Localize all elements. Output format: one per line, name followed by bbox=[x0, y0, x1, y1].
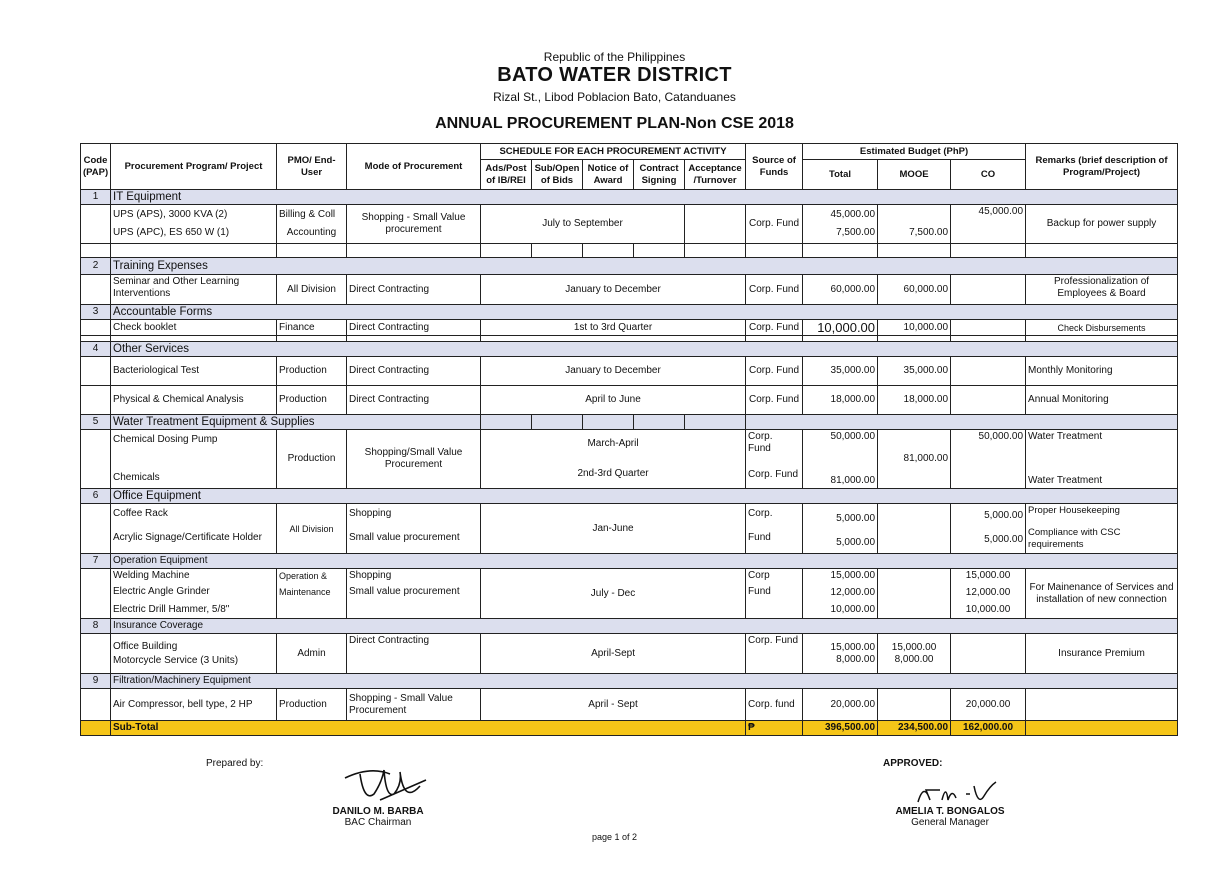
source-cell: Corp. Fund bbox=[746, 275, 803, 305]
section-code: 2 bbox=[81, 258, 111, 275]
mode-cell: Direct Contracting bbox=[347, 386, 481, 415]
pmo-cell: Production bbox=[277, 689, 347, 721]
remarks-cell: Backup for power supply bbox=[1026, 205, 1178, 244]
item-cell: Air Compressor, bell type, 2 HP bbox=[111, 689, 277, 721]
schedule-cell: March-April 2nd-3rd Quarter bbox=[481, 430, 746, 489]
remarks-cell: Proper Housekeeping Compliance with CSC requirements bbox=[1026, 504, 1178, 554]
section-title: Operation Equipment bbox=[111, 554, 1178, 569]
subtotal-label: Sub-Total bbox=[111, 721, 746, 736]
mooe-cell: 81,000.00 bbox=[878, 430, 951, 489]
co-cell: 20,000.00 bbox=[951, 689, 1026, 721]
pmo-cell: All Division bbox=[277, 504, 347, 554]
pmo-cell: Production bbox=[277, 357, 347, 386]
item-cell: Physical & Chemical Analysis bbox=[111, 386, 277, 415]
subtotal-row bbox=[81, 721, 1178, 736]
total-cell: 18,000.00 bbox=[803, 386, 878, 415]
col-mooe: MOOE bbox=[878, 160, 951, 190]
remarks-cell: Monthly Monitoring bbox=[1026, 357, 1178, 386]
mooe-cell: 15,000.00 8,000.00 bbox=[878, 634, 951, 674]
schedule-cell: Jan-June bbox=[481, 504, 746, 554]
total-cell: 10,000.00 bbox=[803, 320, 878, 336]
subtotal-total: 396,500.00 bbox=[803, 721, 878, 736]
mode-cell: Direct Contracting bbox=[347, 634, 481, 674]
remarks-cell: Insurance Premium bbox=[1026, 634, 1178, 674]
preparer-block bbox=[318, 806, 438, 828]
remarks-cell: Check Disbursements bbox=[1026, 320, 1178, 336]
col-ads: Ads/Post of IB/REI bbox=[481, 160, 532, 190]
total-cell: 15,000.00 12,000.00 10,000.00 bbox=[803, 569, 878, 619]
source-cell: Corp. fund bbox=[746, 689, 803, 721]
section-title: Filtration/Machinery Equipment bbox=[111, 674, 1178, 689]
total-cell: 35,000.00 bbox=[803, 357, 878, 386]
section-title: Insurance Coverage bbox=[111, 619, 1178, 634]
republic-line: Republic of the Philippines bbox=[543, 50, 686, 64]
approved-label: APPROVED: bbox=[883, 758, 943, 769]
source-cell: Corp. Fund Corp. Fund bbox=[746, 430, 803, 489]
pmo-cell: Production bbox=[277, 430, 347, 489]
co-cell: 50,000.00 bbox=[951, 430, 1026, 489]
col-code: Code (PAP) bbox=[81, 144, 111, 190]
schedule-cell: April to June bbox=[481, 386, 746, 415]
col-budget: Estimated Budget (PhP) bbox=[803, 144, 1026, 160]
source-cell: Corp Fund bbox=[746, 569, 803, 619]
source-cell: Corp. Fund bbox=[746, 320, 803, 336]
mode-cell: Direct Contracting bbox=[347, 357, 481, 386]
mooe-cell: 35,000.00 bbox=[878, 357, 951, 386]
remarks-cell: Professionalization of Employees & Board bbox=[1026, 275, 1178, 305]
approver-block bbox=[880, 806, 1020, 828]
page-number: page 1 of 2 bbox=[591, 832, 638, 842]
total-cell: 50,000.00 81,000.00 bbox=[803, 430, 878, 489]
source-cell: Corp. Fund bbox=[746, 504, 803, 554]
pmo-cell: Operation & Maintenance bbox=[277, 569, 347, 619]
pmo-cell: Billing & Coll Accounting bbox=[277, 205, 347, 244]
subtotal-co: 162,000.00 bbox=[951, 721, 1026, 736]
section-title: Accountable Forms bbox=[111, 305, 1178, 320]
item-cell: Coffee Rack Acrylic Signage/Certificate Holder bbox=[111, 504, 277, 554]
mode-cell: Shopping - Small Value Procurement bbox=[347, 689, 481, 721]
item-cell: Bacteriological Test bbox=[111, 357, 277, 386]
col-source: Source of Funds bbox=[746, 144, 803, 190]
preparer-title: BAC Chairman bbox=[344, 817, 412, 828]
col-notice: Notice of Award bbox=[583, 160, 634, 190]
mode-cell: Direct Contracting bbox=[347, 275, 481, 305]
org-name: BATO WATER DISTRICT bbox=[497, 64, 732, 86]
preparer-name: DANILO M. BARBA bbox=[332, 806, 424, 817]
section-title: IT Equipment bbox=[111, 190, 1178, 205]
remarks-cell: For Mainenance of Services and installation of new connection bbox=[1026, 569, 1178, 619]
schedule-cell: July to September bbox=[481, 205, 685, 244]
total-cell: 45,000.00 7,500.00 bbox=[803, 205, 878, 244]
pmo-cell: Finance bbox=[277, 320, 347, 336]
col-sub: Sub/Open of Bids bbox=[532, 160, 583, 190]
source-cell: Corp. Fund bbox=[746, 357, 803, 386]
section-title: Office Equipment bbox=[111, 489, 1178, 504]
col-acceptance: Acceptance /Turnover bbox=[685, 160, 746, 190]
col-total: Total bbox=[803, 160, 878, 190]
source-cell: Corp. Fund bbox=[746, 634, 803, 674]
mooe-cell: 7,500.00 bbox=[878, 205, 951, 244]
mode-cell: Shopping - Small Value procurement bbox=[347, 205, 481, 244]
co-cell: 15,000.00 12,000.00 10,000.00 bbox=[951, 569, 1026, 619]
section-code: 8 bbox=[81, 619, 111, 634]
procurement-plan-table bbox=[80, 143, 1178, 736]
section-code: 3 bbox=[81, 305, 111, 320]
preparer-signature bbox=[340, 764, 430, 808]
mode-cell: Direct Contracting bbox=[347, 320, 481, 336]
col-mode: Mode of Procurement bbox=[347, 144, 481, 190]
col-contract: Contract Signing bbox=[634, 160, 685, 190]
total-cell: 20,000.00 bbox=[803, 689, 878, 721]
section-title: Training Expenses bbox=[111, 258, 1178, 275]
section-code: 5 bbox=[81, 415, 111, 430]
total-cell: 5,000.00 5,000.00 bbox=[803, 504, 878, 554]
schedule-cell: July - Dec bbox=[481, 569, 746, 619]
source-cell: Corp. Fund bbox=[746, 205, 803, 244]
item-cell: Seminar and Other Learning Interventions bbox=[111, 275, 277, 305]
org-address: Rizal St., Libod Poblacion Bato, Catanduanes bbox=[493, 90, 736, 104]
remarks-cell: Water Treatment Water Treatment bbox=[1026, 430, 1178, 489]
col-schedule: SCHEDULE FOR EACH PROCUREMENT ACTIVITY bbox=[481, 144, 746, 160]
section-code: 6 bbox=[81, 489, 111, 504]
item-cell: Welding Machine Electric Angle Grinder Electric Drill Hammer, 5/8" bbox=[111, 569, 277, 619]
item-cell: Check booklet bbox=[111, 320, 277, 336]
source-cell: Corp. Fund bbox=[746, 386, 803, 415]
section-code: 4 bbox=[81, 342, 111, 357]
mode-cell: Shopping Small value procurement bbox=[347, 569, 481, 619]
schedule-cell: January to December bbox=[481, 275, 746, 305]
mooe-cell: 10,000.00 bbox=[878, 320, 951, 336]
section-code: 1 bbox=[81, 190, 111, 205]
item-cell: UPS (APS), 3000 KVA (2) UPS (APC), ES 650 W (1) bbox=[111, 205, 277, 244]
approver-title: General Manager bbox=[911, 817, 989, 828]
remarks-cell: Annual Monitoring bbox=[1026, 386, 1178, 415]
schedule-cell: January to December bbox=[481, 357, 746, 386]
col-co: CO bbox=[951, 160, 1026, 190]
co-cell: 45,000.00 bbox=[951, 205, 1026, 244]
col-pmo: PMO/ End-User bbox=[277, 144, 347, 190]
col-program: Procurement Program/ Project bbox=[111, 144, 277, 190]
total-cell: 60,000.00 bbox=[803, 275, 878, 305]
mode-cell: Shopping Small value procurement bbox=[347, 504, 481, 554]
schedule-cell: April - Sept bbox=[481, 689, 746, 721]
co-cell: 5,000.00 5,000.00 bbox=[951, 504, 1026, 554]
col-remarks: Remarks (brief description of Program/Project) bbox=[1026, 144, 1178, 190]
subtotal-mooe: 234,500.00 bbox=[878, 721, 951, 736]
section-title: Other Services bbox=[111, 342, 1178, 357]
subtotal-currency: ₱ bbox=[746, 721, 803, 736]
pmo-cell: Production bbox=[277, 386, 347, 415]
schedule-cell: 1st to 3rd Quarter bbox=[481, 320, 746, 336]
mode-cell: Shopping/Small Value Procurement bbox=[347, 430, 481, 489]
pmo-cell: All Division bbox=[277, 275, 347, 305]
schedule-cell: April-Sept bbox=[481, 634, 746, 674]
item-cell: Office Building Motorcycle Service (3 Units) bbox=[111, 634, 277, 674]
prepared-by-label: Prepared by: bbox=[206, 758, 264, 769]
mooe-cell: 18,000.00 bbox=[878, 386, 951, 415]
section-code: 9 bbox=[81, 674, 111, 689]
section-code: 7 bbox=[81, 554, 111, 569]
item-cell: Chemical Dosing Pump Chemicals bbox=[111, 430, 277, 489]
mooe-cell: 60,000.00 bbox=[878, 275, 951, 305]
total-cell: 15,000.00 8,000.00 bbox=[803, 634, 878, 674]
approver-name: AMELIA T. BONGALOS bbox=[895, 806, 1005, 817]
section-title: Water Treatment Equipment & Supplies bbox=[111, 415, 481, 430]
document-title: ANNUAL PROCUREMENT PLAN-Non CSE 2018 bbox=[435, 115, 794, 132]
pmo-cell: Admin bbox=[277, 634, 347, 674]
